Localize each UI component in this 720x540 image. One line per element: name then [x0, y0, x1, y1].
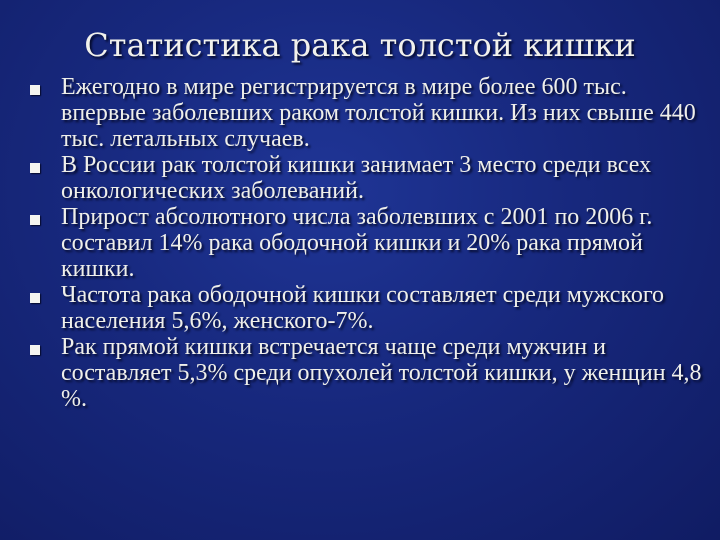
bullet-text-1: Ежегодно в мире регистрируется в мире более 600 тыс. впервые заболевших раком толстой кишки. Из них свыше 440 тыс. летальных случаев. [61, 74, 696, 152]
bullet-text-2: В России рак толстой кишки занимает 3 место среди всех онкологических заболеваний. [61, 152, 652, 204]
square-bullet-icon [30, 85, 40, 95]
bullet-text-3: Прирост абсолютного числа заболевших с 2001 по 2006 г. составил 14% рака ободочной кишки и 20% рака прямой кишки. [61, 204, 653, 282]
bullet-item-3 [26, 204, 706, 282]
slide-title: Статистика рака толстой кишки [84, 26, 636, 64]
bullet-item-1 [26, 74, 706, 152]
square-bullet-icon [30, 163, 40, 173]
bullet-item-5 [26, 334, 706, 412]
bullet-item-4 [26, 282, 706, 334]
bullet-list [26, 74, 706, 412]
square-bullet-icon [30, 345, 40, 355]
square-bullet-icon [30, 293, 40, 303]
bullet-text-4: Частота рака ободочной кишки составляет среди мужского населения 5,6%, женского-7%. [61, 282, 665, 334]
bullet-text-5: Рак прямой кишки встречается чаще среди мужчин и составляет 5,3% среди опухолей толстой кишки, у женщин 4,8 %. [61, 334, 702, 412]
bullet-item-2 [26, 152, 706, 204]
square-bullet-icon [30, 215, 40, 225]
